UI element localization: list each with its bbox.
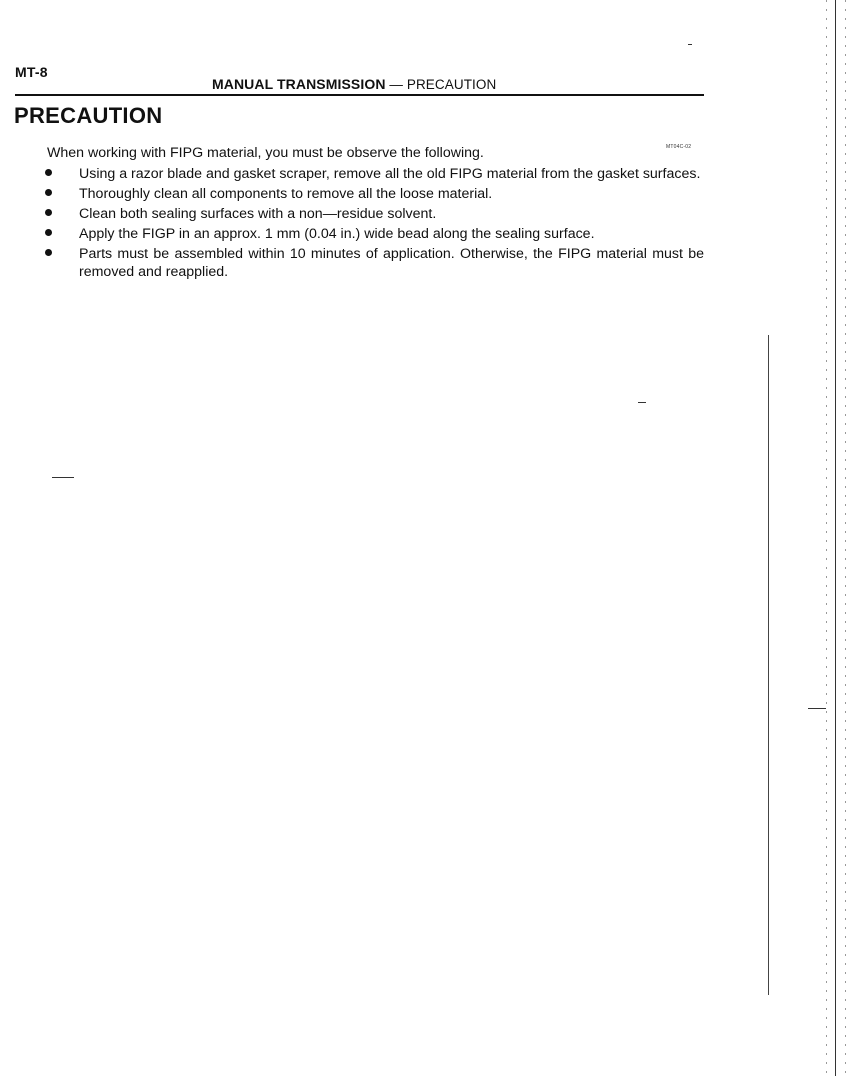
scan-speck	[808, 708, 826, 709]
precaution-list	[44, 165, 704, 283]
scan-speck	[688, 44, 692, 45]
running-head-separator: —	[385, 77, 407, 92]
list-item-text: Parts must be assembled within 10 minutes of application. Otherwise, the FIPG material must be removed and reapplied.	[79, 246, 704, 280]
section-title: PRECAUTION	[14, 103, 163, 128]
bullet-icon	[45, 229, 52, 236]
reference-code: MT04C-02	[666, 144, 692, 150]
scan-edge-line	[835, 0, 836, 1076]
scan-speck	[638, 402, 646, 403]
list-item-text: Thoroughly clean all components to remove all the loose material.	[79, 186, 493, 202]
page-code: MT-8	[15, 64, 48, 80]
running-head-title: MANUAL TRANSMISSION	[212, 76, 386, 92]
list-item	[44, 165, 704, 183]
list-item	[44, 245, 704, 281]
scan-edge-dots	[826, 0, 827, 1076]
bullet-icon	[45, 249, 52, 256]
list-item-text: Using a razor blade and gasket scraper, remove all the old FIPG material from the gasket surfaces.	[79, 166, 701, 182]
list-item	[44, 225, 704, 243]
bullet-icon	[45, 169, 52, 176]
header-rule	[15, 94, 704, 96]
bullet-icon	[45, 189, 52, 196]
list-item-text: Apply the FIGP in an approx. 1 mm (0.04 in.) wide bead along the sealing surface.	[79, 226, 595, 242]
list-item-text: Clean both sealing surfaces with a non—residue solvent.	[79, 206, 437, 222]
list-item	[44, 205, 704, 223]
running-head-subtitle: PRECAUTION	[406, 77, 497, 92]
list-item	[44, 185, 704, 203]
scan-speck	[52, 477, 74, 478]
scan-edge-dots	[845, 0, 846, 1076]
bullet-icon	[45, 209, 52, 216]
scan-edge-line	[768, 335, 769, 995]
running-head	[212, 76, 496, 92]
intro-paragraph: When working with FIPG material, you must be observe the following.	[47, 145, 484, 161]
